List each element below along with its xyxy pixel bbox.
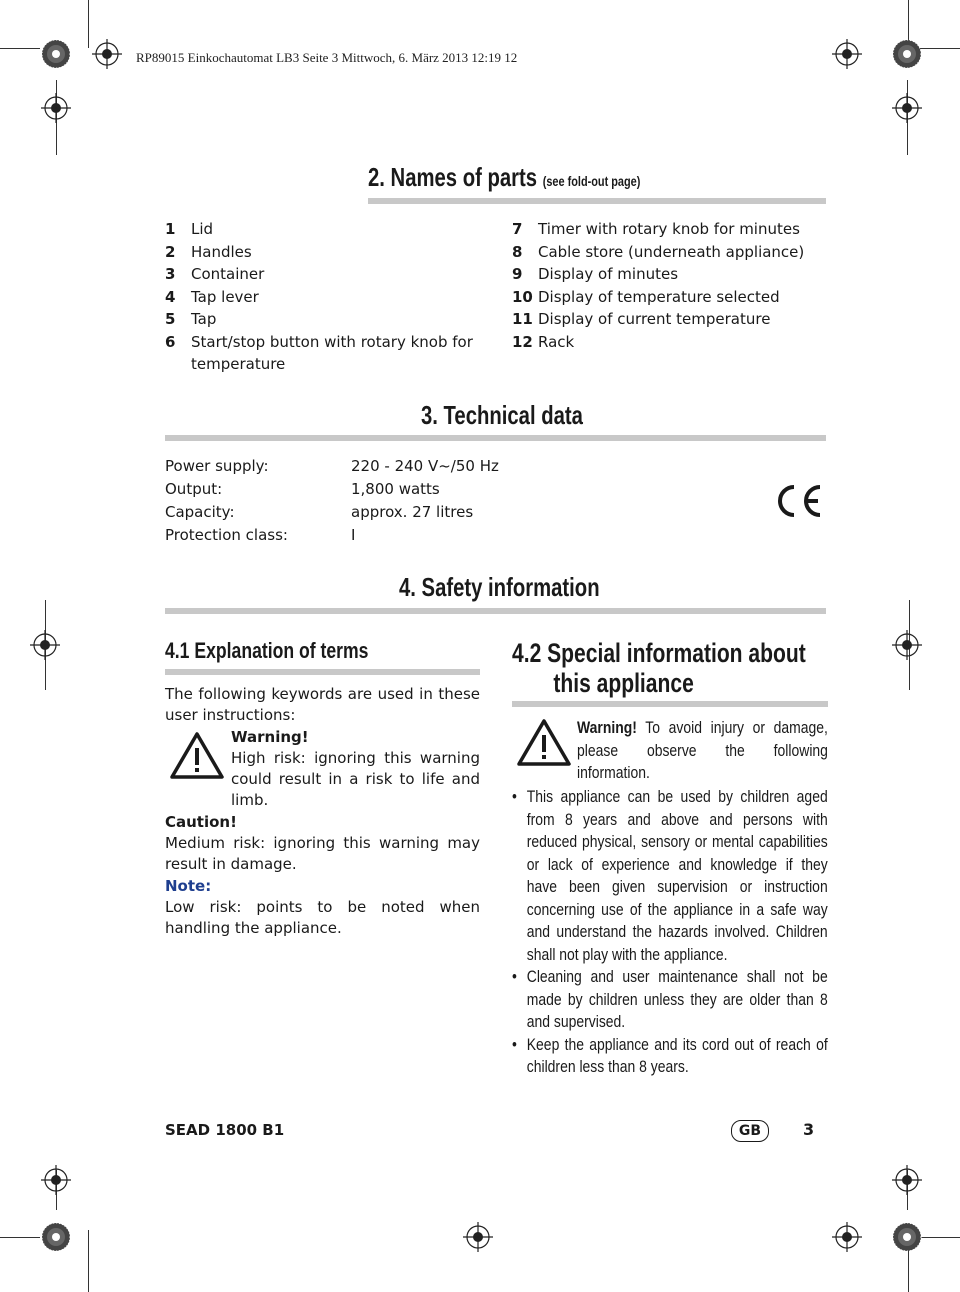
part-label: Start/stop button with rotary knob for temperature — [191, 332, 473, 373]
part-item — [165, 263, 475, 286]
terms-intro: The following keywords are used in these user instructions: — [165, 685, 480, 724]
registration-cross-icon — [463, 1222, 493, 1252]
technical-data-label: Power supply: — [165, 457, 269, 475]
footer-model: SEAD 1800 B1 — [165, 1121, 285, 1139]
registration-star-icon — [893, 1223, 921, 1251]
section-title-safety: 4. Safety information — [399, 572, 600, 602]
part-item — [512, 308, 832, 331]
technical-data-label: Capacity: — [165, 503, 235, 521]
part-number: 11 — [512, 310, 533, 328]
part-item — [165, 286, 475, 309]
technical-data-row — [165, 501, 585, 524]
section-subtitle: (see fold-out page) — [542, 173, 641, 189]
print-header: RP89015 Einkochautomat LB3 Seite 3 Mittwoch, 6. März 2013 12:19 12 — [136, 50, 518, 65]
technical-data-value: approx. 27 litres — [351, 503, 474, 521]
part-number: 7 — [512, 220, 523, 238]
part-label: Lid — [191, 220, 214, 238]
part-number: 6 — [165, 332, 176, 351]
part-number: 3 — [165, 265, 176, 283]
warning-term — [231, 727, 480, 811]
bullet-item: • Keep the appliance and its cord out of reach of children less than 8 years. — [512, 1034, 828, 1079]
registration-cross-icon — [832, 1222, 862, 1252]
part-item — [512, 286, 832, 309]
special-warning-text: To avoid injury or damage, please observe the following information. — [577, 718, 828, 782]
special-warning — [577, 717, 828, 785]
section-title-names — [368, 162, 640, 193]
part-number: 1 — [165, 220, 176, 238]
section-rule — [165, 435, 826, 441]
special-warning-label: Warning! — [577, 718, 637, 737]
part-label: Tap lever — [191, 287, 259, 306]
parts-list-right — [512, 218, 832, 353]
subsection-title-terms: 4.1 Explanation of terms — [165, 638, 369, 663]
subsection-title-special — [512, 638, 806, 698]
subsection-rule — [165, 669, 480, 675]
note-text: Low risk: points to be noted when handling the appliance. — [165, 898, 480, 937]
registration-star-icon — [42, 40, 70, 68]
technical-data-row — [165, 524, 585, 547]
registration-cross-icon — [30, 630, 60, 660]
section-rule — [368, 198, 826, 204]
caution-text: Medium risk: ignoring this warning may result in damage. — [165, 834, 480, 873]
bullet-item: • Cleaning and user maintenance shall not be made by children unless they are older than 8 and supervised. — [512, 966, 828, 1034]
part-item — [512, 241, 832, 264]
registration-star-icon — [893, 40, 921, 68]
part-number: 4 — [165, 287, 176, 306]
note-term — [165, 876, 480, 939]
registration-cross-icon — [92, 39, 122, 69]
part-item — [165, 331, 475, 376]
technical-data-value: 220 - 240 V~/50 Hz — [351, 457, 499, 475]
registration-cross-icon — [41, 93, 71, 123]
part-label: Rack — [538, 332, 575, 351]
part-number: 10 — [512, 287, 533, 306]
technical-data-value: I — [351, 526, 356, 544]
part-number: 9 — [512, 265, 523, 283]
technical-data-label: Protection class: — [165, 526, 288, 544]
page-number: 3 — [803, 1120, 815, 1139]
parts-list-left — [165, 218, 475, 376]
caution-term — [165, 812, 480, 875]
part-label: Display of minutes — [538, 265, 679, 283]
caution-label: Caution! — [165, 813, 237, 831]
part-item — [512, 218, 832, 241]
warning-text: High risk: ignoring this warning could result in a risk to life and limb. — [231, 749, 480, 809]
country-badge: GB — [731, 1120, 769, 1142]
technical-data-value: 1,800 watts — [351, 480, 440, 498]
warning-triangle-icon — [169, 731, 225, 781]
part-label: Display of temperature selected — [538, 287, 780, 306]
part-item — [165, 308, 475, 331]
section-rule — [165, 608, 826, 614]
special-bullet-list — [512, 786, 828, 1079]
part-label: Cable store (underneath appliance) — [538, 242, 805, 261]
section-title-technical: 3. Technical data — [421, 400, 583, 430]
warning-label: Warning! — [231, 728, 309, 746]
part-label: Tap — [191, 310, 217, 328]
registration-cross-icon — [832, 39, 862, 69]
registration-cross-icon — [892, 1165, 922, 1195]
part-item — [512, 331, 832, 354]
part-item — [165, 241, 475, 264]
part-label: Timer with rotary knob for minutes — [538, 220, 800, 238]
technical-data-row — [165, 455, 585, 478]
technical-data-table — [165, 455, 585, 547]
technical-data-row — [165, 478, 585, 501]
part-number: 12 — [512, 332, 533, 351]
bullet-item: • This appliance can be used by children aged from 8 years and above and persons with reduced physical, sensory or mental capabilities or lack of experience and knowledge if they have been given supervision or instruction concerning use of the appliance in a safe way and understand the hazards involved. Children shall not play with the appliance. — [512, 786, 828, 966]
technical-data-label: Output: — [165, 480, 223, 498]
part-label: Handles — [191, 242, 252, 261]
registration-cross-icon — [892, 93, 922, 123]
ce-mark-icon — [770, 482, 824, 520]
special-title-line2: this appliance — [553, 668, 694, 698]
part-item — [165, 218, 475, 241]
registration-star-icon — [42, 1223, 70, 1251]
warning-triangle-icon — [516, 718, 572, 768]
part-number: 2 — [165, 242, 176, 261]
part-item — [512, 263, 832, 286]
note-label: Note: — [165, 877, 212, 895]
special-title-line1: 4.2 Special information about — [512, 638, 806, 668]
section-title-text: 2. Names of parts — [368, 162, 538, 192]
part-label: Display of current temperature — [538, 310, 771, 328]
registration-cross-icon — [41, 1165, 71, 1195]
registration-cross-icon — [892, 630, 922, 660]
subsection-rule — [512, 701, 828, 707]
part-number: 5 — [165, 310, 176, 328]
part-number: 8 — [512, 242, 523, 261]
part-label: Container — [191, 265, 265, 283]
